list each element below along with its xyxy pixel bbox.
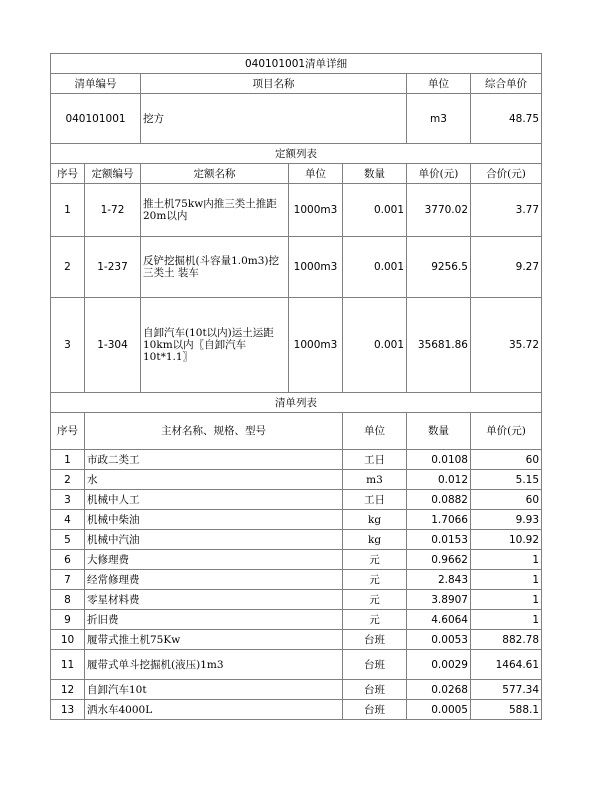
material-row [51, 700, 542, 720]
quota-header-row [51, 164, 542, 184]
quota-total: 9.27 [471, 237, 542, 298]
material-no: 12 [51, 680, 85, 700]
material-no: 5 [51, 530, 85, 550]
material-qty: 2.843 [407, 570, 471, 590]
material-name: 洒水车4000L [85, 700, 343, 720]
material-price: 10.92 [471, 530, 542, 550]
material-row [51, 570, 542, 590]
material-unit: 台班 [343, 630, 407, 650]
material-no: 2 [51, 470, 85, 490]
header-price: 综合单价 [471, 74, 542, 94]
quota-col-qty: 数量 [343, 164, 407, 184]
materials-header-row [51, 413, 542, 450]
materials-col-qty: 数量 [407, 413, 471, 450]
quota-code: 1-237 [85, 237, 141, 298]
header-name: 项目名称 [141, 74, 407, 94]
material-name: 机械中柴油 [85, 510, 343, 530]
materials-col-price: 单价(元) [471, 413, 542, 450]
material-row [51, 530, 542, 550]
material-qty: 1.7066 [407, 510, 471, 530]
quota-no: 2 [51, 237, 85, 298]
material-name: 经常修理费 [85, 570, 343, 590]
material-name: 机械中汽油 [85, 530, 343, 550]
quota-code: 1-72 [85, 184, 141, 237]
material-row [51, 490, 542, 510]
material-qty: 0.012 [407, 470, 471, 490]
quota-col-price: 单价(元) [407, 164, 471, 184]
quota-price: 3770.02 [407, 184, 471, 237]
material-price: 9.93 [471, 510, 542, 530]
material-unit: 工日 [343, 490, 407, 510]
material-unit: 台班 [343, 680, 407, 700]
material-unit: 元 [343, 570, 407, 590]
quota-name: 自卸汽车(10t以内)运土运距10km以内〖自卸汽车10t*1.1〗 [141, 298, 289, 393]
material-price: 1 [471, 550, 542, 570]
material-no: 6 [51, 550, 85, 570]
quota-col-total: 合价(元) [471, 164, 542, 184]
material-price: 60 [471, 490, 542, 510]
sheet-title: 040101001清单详细 [51, 54, 542, 74]
material-row [51, 550, 542, 570]
material-no: 11 [51, 650, 85, 680]
material-unit: 元 [343, 610, 407, 630]
material-price: 1 [471, 590, 542, 610]
material-qty: 0.0153 [407, 530, 471, 550]
materials-col-name: 主材名称、规格、型号 [85, 413, 343, 450]
material-unit: 台班 [343, 700, 407, 720]
quota-total: 3.77 [471, 184, 542, 237]
material-price: 60 [471, 450, 542, 470]
material-row [51, 630, 542, 650]
material-row [51, 450, 542, 470]
material-name: 履带式单斗挖掘机(液压)1m3 [85, 650, 343, 680]
materials-col-no: 序号 [51, 413, 85, 450]
header-unit: 单位 [407, 74, 471, 94]
material-name: 履带式推土机75Kw [85, 630, 343, 650]
materials-col-unit: 单位 [343, 413, 407, 450]
quota-unit: 1000m3 [289, 184, 343, 237]
material-name: 自卸汽车10t [85, 680, 343, 700]
quota-name: 反铲挖掘机(斗容量1.0m3)挖三类土 装车 [141, 237, 289, 298]
material-qty: 3.8907 [407, 590, 471, 610]
material-no: 10 [51, 630, 85, 650]
material-qty: 0.0005 [407, 700, 471, 720]
quota-row [51, 298, 542, 393]
material-qty: 0.0882 [407, 490, 471, 510]
material-row [51, 610, 542, 630]
material-no: 1 [51, 450, 85, 470]
material-price: 882.78 [471, 630, 542, 650]
material-qty: 0.0108 [407, 450, 471, 470]
material-price: 5.15 [471, 470, 542, 490]
quota-name: 推土机75kw内推三类土推距20m以内 [141, 184, 289, 237]
quota-col-name: 定额名称 [141, 164, 289, 184]
material-price: 1464.61 [471, 650, 542, 680]
material-price: 1 [471, 570, 542, 590]
material-unit: 工日 [343, 450, 407, 470]
bill-detail-table [50, 53, 542, 720]
material-price: 577.34 [471, 680, 542, 700]
material-no: 13 [51, 700, 85, 720]
quota-no: 3 [51, 298, 85, 393]
material-no: 4 [51, 510, 85, 530]
material-unit: 元 [343, 550, 407, 570]
item-unit: m3 [407, 94, 471, 144]
material-unit: m3 [343, 470, 407, 490]
quota-total: 35.72 [471, 298, 542, 393]
material-name: 零星材料费 [85, 590, 343, 610]
material-qty: 0.9662 [407, 550, 471, 570]
material-unit: kg [343, 510, 407, 530]
quota-col-no: 序号 [51, 164, 85, 184]
material-qty: 0.0268 [407, 680, 471, 700]
material-unit: 台班 [343, 650, 407, 680]
header-code: 清单编号 [51, 74, 141, 94]
material-name: 折旧费 [85, 610, 343, 630]
material-qty: 0.0029 [407, 650, 471, 680]
quota-row [51, 237, 542, 298]
quota-qty: 0.001 [343, 298, 407, 393]
quota-no: 1 [51, 184, 85, 237]
material-name: 市政二类工 [85, 450, 343, 470]
quota-unit: 1000m3 [289, 237, 343, 298]
material-row [51, 590, 542, 610]
item-price: 48.75 [471, 94, 542, 144]
quota-price: 9256.5 [407, 237, 471, 298]
material-no: 8 [51, 590, 85, 610]
material-unit: 元 [343, 590, 407, 610]
quota-code: 1-304 [85, 298, 141, 393]
material-qty: 4.6064 [407, 610, 471, 630]
quota-section-title: 定额列表 [51, 144, 542, 164]
material-row [51, 470, 542, 490]
quota-col-code: 定额编号 [85, 164, 141, 184]
quota-price: 35681.86 [407, 298, 471, 393]
quota-row [51, 184, 542, 237]
material-no: 7 [51, 570, 85, 590]
material-name: 机械中人工 [85, 490, 343, 510]
material-price: 1 [471, 610, 542, 630]
material-no: 3 [51, 490, 85, 510]
material-qty: 0.0053 [407, 630, 471, 650]
material-unit: kg [343, 530, 407, 550]
quota-qty: 0.001 [343, 184, 407, 237]
quota-qty: 0.001 [343, 237, 407, 298]
material-name: 大修理费 [85, 550, 343, 570]
material-name: 水 [85, 470, 343, 490]
quota-col-unit: 单位 [289, 164, 343, 184]
material-no: 9 [51, 610, 85, 630]
material-row [51, 510, 542, 530]
quota-unit: 1000m3 [289, 298, 343, 393]
item-name: 挖方 [141, 94, 407, 144]
material-row [51, 680, 542, 700]
materials-section-title: 清单列表 [51, 393, 542, 413]
material-price: 588.1 [471, 700, 542, 720]
material-row [51, 650, 542, 680]
item-code: 040101001 [51, 94, 141, 144]
